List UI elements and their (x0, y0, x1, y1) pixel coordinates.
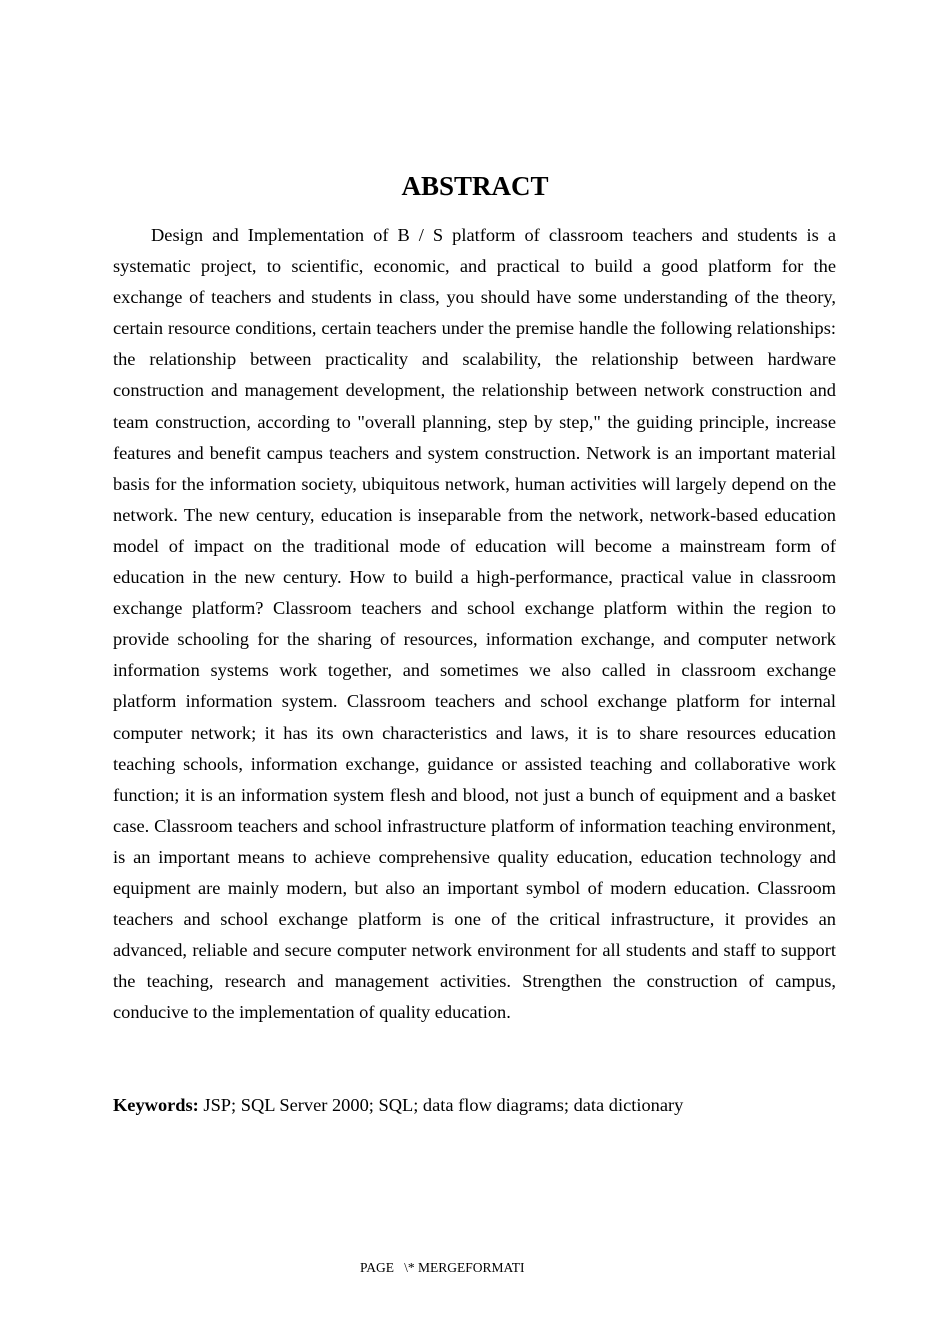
keywords-label: Keywords: (113, 1095, 199, 1115)
abstract-body: Design and Implementation of B / S platform of classroom teachers and students is a systematic project, to scientific, economic, and practical to build a good platform for the exchange of teachers and students in class, you should have some understanding of the theory, certain resource conditions, certain teachers under the premise handle the following relationships: the relationship between practicality and scalability, the relationship between hardware construction and management development, the relationship between network construction and team construction, according to "overall planning, step by step," the guiding principle, increase features and benefit campus teachers and system construction. Network is an important material basis for the information society, ubiquitous network, human activities will largely depend on the network. The new century, education is inseparable from the network, network-based education model of impact on the traditional mode of education will become a mainstream form of education in the new century. How to build a high-performance, practical value in classroom exchange platform? Classroom teachers and school exchange platform within the region to provide schooling for the sharing of resources, information exchange, and computer network information systems work together, and sometimes we also called in classroom exchange platform information system. Classroom teachers and school exchange platform for internal computer network; it has its own characteristics and laws, it is to share resources education teaching schools, information exchange, guidance or assisted teaching and collaborative work function; it is an information system flesh and blood, not just a bunch of equipment and a basket case. Classroom teachers and school infrastructure platform of information teaching environment, is an important means to achieve comprehensive quality education, education technology and equipment are mainly modern, but also an important symbol of modern education. Classroom teachers and school exchange platform is one of the critical infrastructure, it provides an advanced, reliable and secure computer network environment for all students and staff to support the teaching, research and management activities. Strengthen the construction of campus, conducive to the implementation of quality education. (113, 225, 836, 1023)
abstract-title: ABSTRACT (401, 171, 549, 201)
page-footer: PAGE \* MERGEFORMATI (360, 1260, 525, 1275)
keywords-text: JSP; SQL Server 2000; SQL; data flow diagrams; data dictionary (198, 1095, 684, 1115)
keywords-line (113, 1090, 836, 1121)
